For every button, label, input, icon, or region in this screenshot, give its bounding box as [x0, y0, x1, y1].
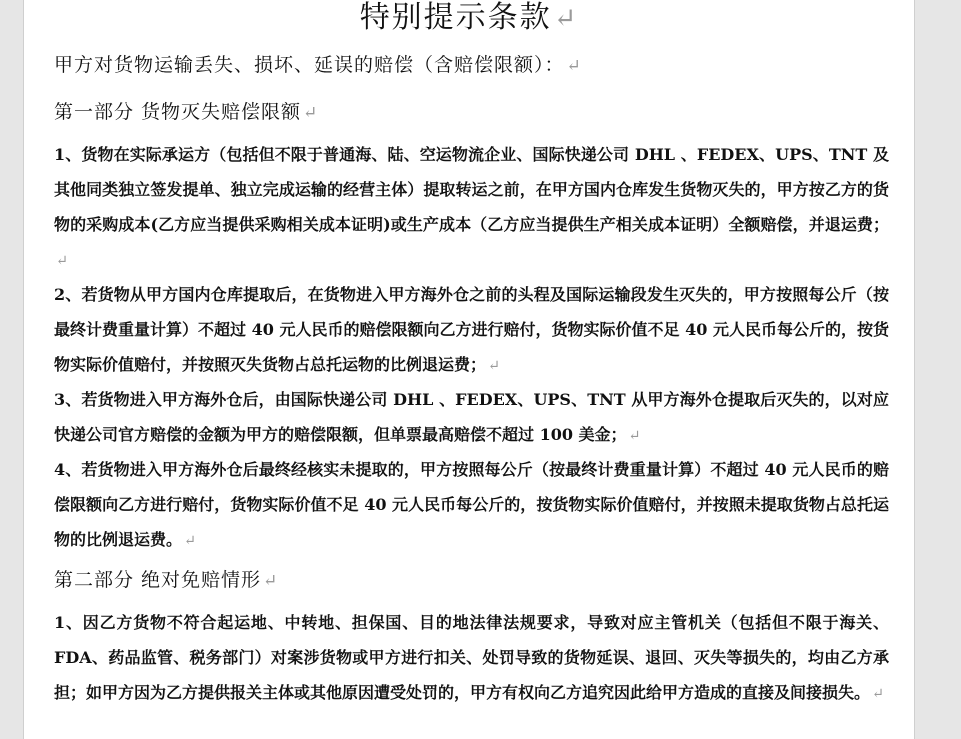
part1-item-2: 2、若货物从甲方国内仓库提取后，在货物进入甲方海外仓之前的头程及国际运输段发生灭失的，甲方按照每公斤（按最终计费重量计算）不超过 40 元人民币的赔偿限额向乙方进行赔付，货物实际价值不足 40 元人民币每公斤的，按货物实际价值赔付，并按照灭失货物占总托运物的比例退运费； ↵	[54, 285, 889, 374]
intro-line: 甲方对货物运输丢失、损坏、延误的赔偿（含赔偿限额）： ↵	[54, 54, 582, 76]
paragraph-mark-icon: ↵	[628, 428, 641, 444]
document-title: 特别提示条款↵	[359, 0, 579, 35]
paragraph-mark-icon: ↵	[184, 533, 197, 549]
document-page[interactable]	[24, 0, 914, 739]
paragraph-mark-icon: ↵	[488, 358, 501, 374]
part2-item-1: 1、因乙方货物不符合起运地、中转地、担保国、目的地法律法规要求，导致对应主管机关（包括但不限于海关、FDA、药品监管、税务部门）对案涉货物或甲方进行扣关、处罚导致的货物延误、退回、灭失等损失的，均由乙方承担；如甲方因为乙方提供报关主体或其他原因遭受处罚的，甲方有权向乙方追究因此给甲方造成的直接及间接损失。 ↵	[54, 613, 889, 702]
paragraph-mark-icon: ↵	[566, 56, 582, 76]
part1-heading: 第一部分 货物灭失赔偿限额 ↵	[54, 101, 319, 123]
part1-item-3: 3、若货物进入甲方海外仓后，由国际快递公司 DHL 、FEDEX、UPS、TNT 从甲方海外仓提取后灭失的，以对应快递公司官方赔偿的金额为甲方的赔偿限额，但单票最高赔偿不超过 100 美金； ↵	[54, 390, 889, 444]
paragraph-mark-icon: ↵	[303, 103, 319, 123]
part1-item-1: 1、货物在实际承运方（包括但不限于普通海、陆、空运物流企业、国际快递公司 DHL 、FEDEX、UPS、TNT 及其他同类独立签发提单、独立完成运输的经营主体）提取转运之前，在甲方国内仓库发生货物灭失的，甲方按乙方的货物的采购成本(乙方应当提供采购相关成本证明)或生产成本（乙方应当提供生产相关成本证明）全额赔偿，并退运费；↵	[54, 145, 889, 269]
part2-heading: 第二部分 绝对免赔情形 ↵	[54, 569, 279, 591]
paragraph-mark-icon: ↵	[553, 3, 579, 34]
paragraph-mark-icon: ↵	[872, 686, 885, 702]
paragraph-mark-icon: ↵	[56, 253, 69, 269]
paragraph-mark-icon: ↵	[263, 571, 279, 591]
part1-item-4: 4、若货物进入甲方海外仓后最终经核实未提取的，甲方按照每公斤（按最终计费重量计算）不超过 40 元人民币的赔偿限额向乙方进行赔付，货物实际价值不足 40 元人民币每公斤的，按货物实际价值赔付，并按照未提取货物占总托运物的比例退运费。 ↵	[54, 460, 889, 549]
